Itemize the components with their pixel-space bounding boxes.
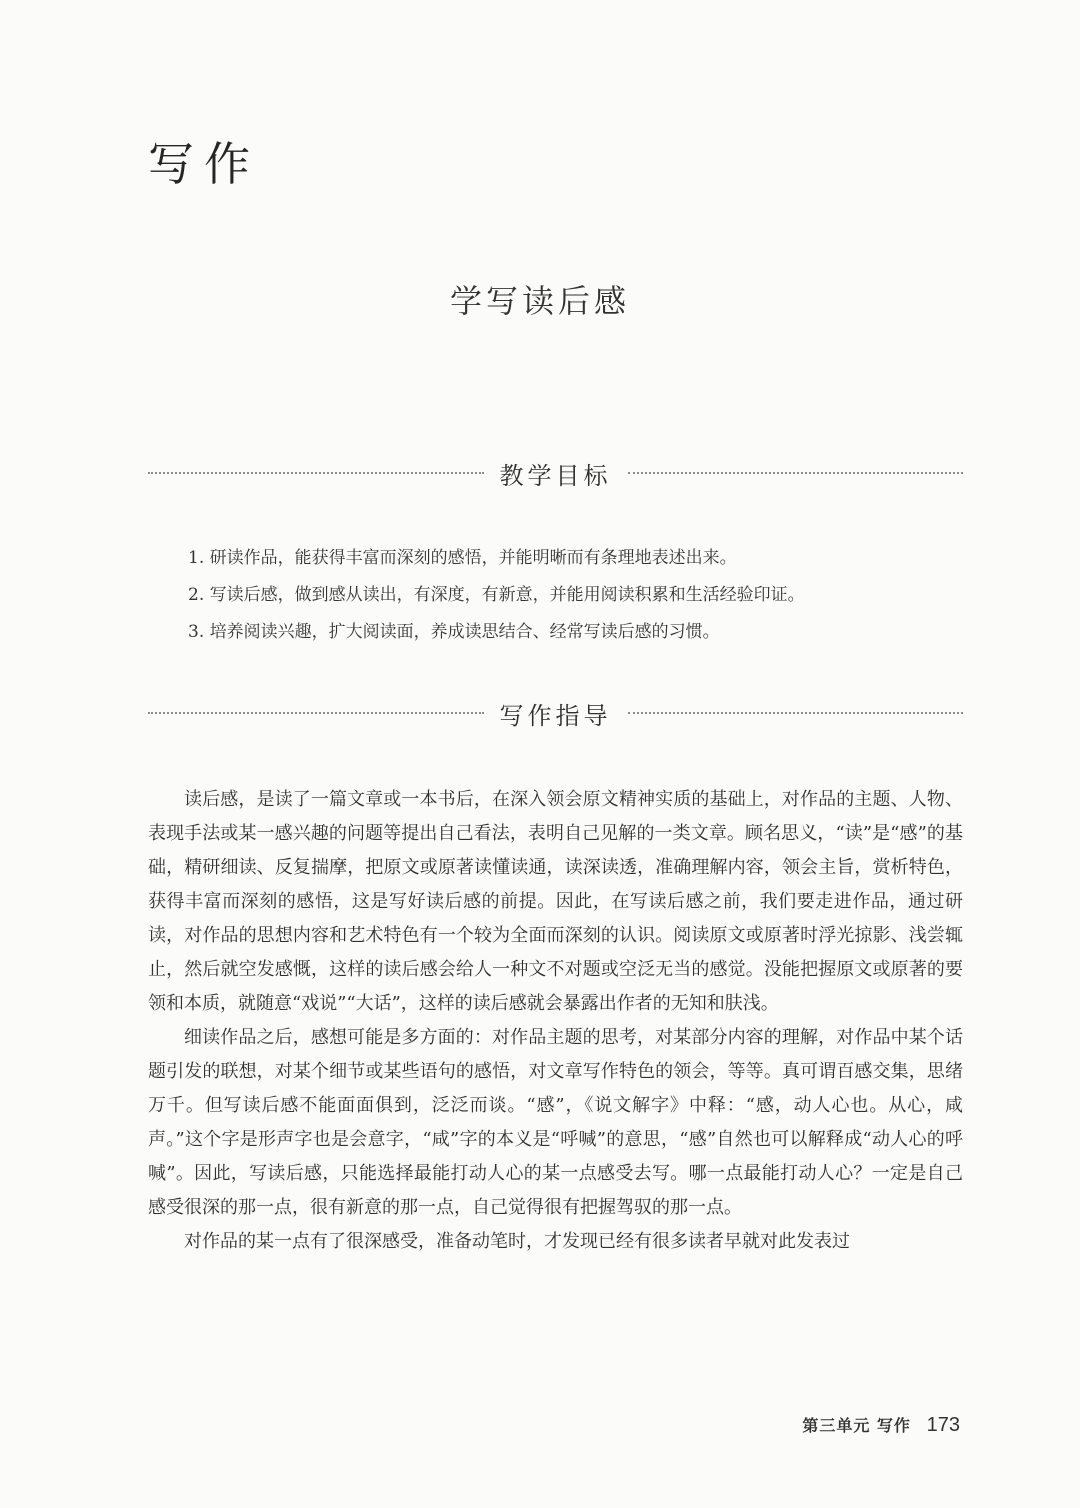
dotted-rule-right: [628, 712, 964, 714]
guide-section-header: [148, 695, 963, 731]
dotted-rule-right: [628, 472, 964, 474]
dotted-rule-left: [148, 712, 484, 714]
chapter-title: 写作: [148, 137, 260, 191]
footer-unit-label: 第三单元 写作: [802, 1416, 911, 1435]
objective-item: 2. 写读后感，做到感从读出，有深度，有新意，并能用阅读积累和生活经验印证。: [188, 585, 805, 605]
body-paragraph: 细读作品之后，感想可能是多方面的：对作品主题的思考，对某部分内容的理解，对作品中某个话题引发的联想，对某个细节或某些语句的感悟，对文章写作特色的领会，等等。真可谓百感交集，思绪万千。但写读后感不能面面俱到，泛泛而谈。“感”，《说文解字》中释：“感，动人心也。从心，咸声。”这个字是形声字也是会意字，“咸”字的本义是“呼喊”的意思，“感”自然也可以解释成“动人心的呼喊”。因此，写读后感，只能选择最能打动人心的某一点感受去写。哪一点最能打动人心？一定是自己感受很深的那一点，很有新意的那一点，自己觉得很有把握驾驭的那一点。: [148, 1027, 963, 1218]
body-paragraph: 读后感，是读了一篇文章或一本书后，在深入领会原文精神实质的基础上，对作品的主题、人物、表现手法或某一感兴趣的问题等提出自己看法，表明自己见解的一类文章。顾名思义，“读”是“感”的基础，精研细读、反复揣摩，把原文或原著读懂读通，读深读透，准确理解内容，领会主旨，赏析特色，获得丰富而深刻的感悟，这是写好读后感的前提。因此，在写读后感之前，我们要走进作品，通过研读，对作品的思想内容和艺术特色有一个较为全面而深刻的认识。阅读原文或原著时浮光掠影、浅尝辄止，然后就空发感慨，这样的读后感会给人一种文不对题或空泛无当的感觉。没能把握原文或原著的要领和本质，就随意“戏说”“大话”，这样的读后感就会暴露出作者的无知和肤浅。: [148, 789, 963, 1014]
guide-body: [148, 783, 963, 1259]
body-paragraph: 对作品的某一点有了很深感受，准备动笔时，才发现已经有很多读者早就对此发表过: [184, 1231, 850, 1252]
objective-item: 1. 研读作品，能获得丰富而深刻的感悟，并能明晰而有条理地表述出来。: [188, 548, 737, 568]
lesson-title: 学写读后感: [449, 282, 630, 320]
page-footer: [802, 1413, 960, 1437]
objective-item: 3. 培养阅读兴趣，扩大阅读面，养成读思结合、经常写读后感的习惯。: [188, 622, 720, 642]
objectives-heading: 教学目标: [499, 461, 612, 490]
page-number: 173: [926, 1414, 960, 1436]
objectives-list: [188, 540, 968, 651]
dotted-rule-left: [148, 472, 484, 474]
objectives-section-header: [148, 455, 963, 491]
guide-heading: 写作指导: [499, 701, 612, 730]
